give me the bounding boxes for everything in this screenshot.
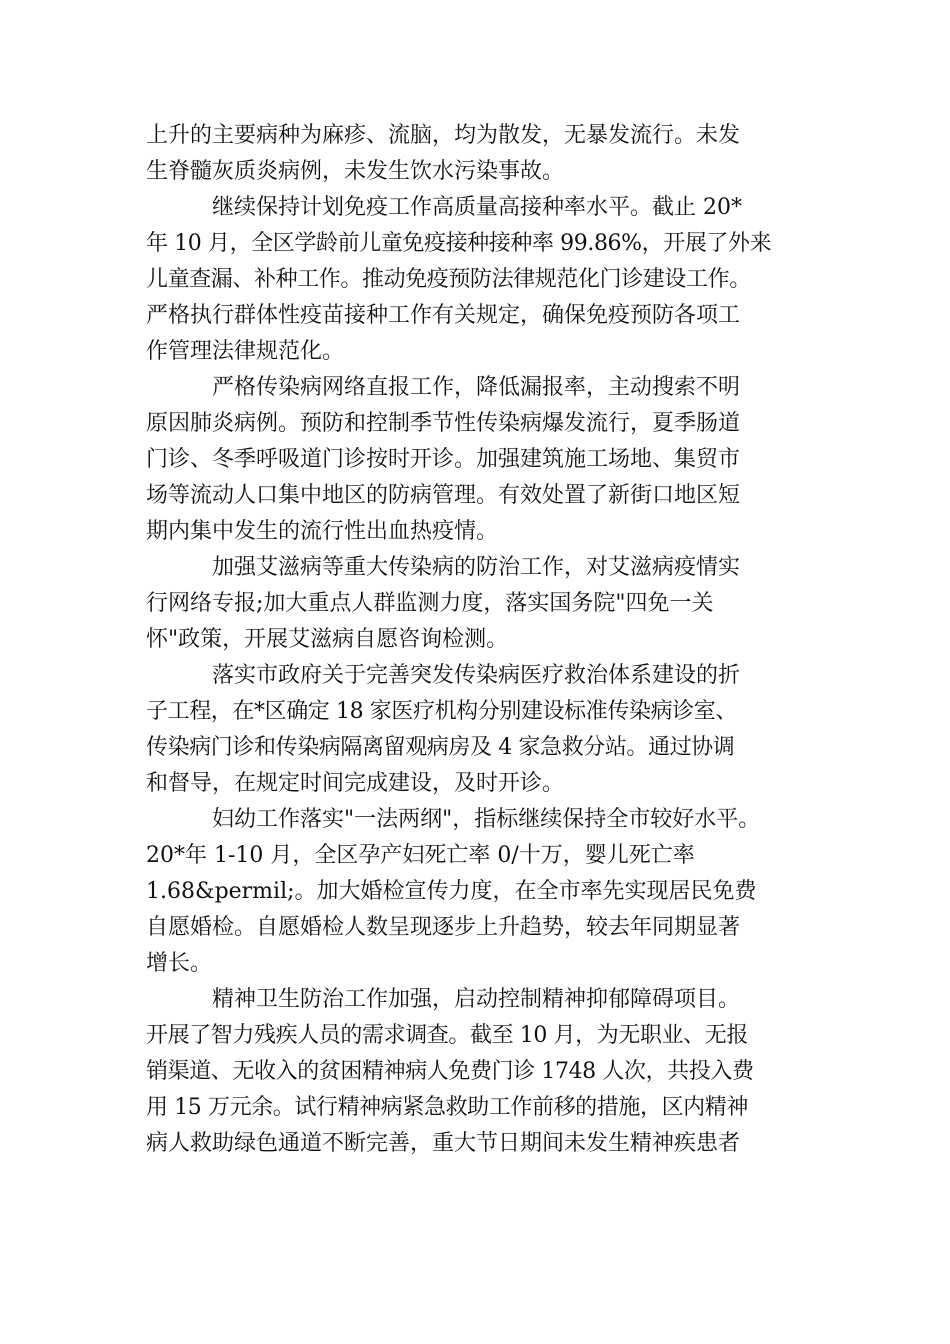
text-line: 怀"政策，开展艾滋病自愿咨询检测。 — [146, 627, 509, 652]
text-line: 期内集中发生的流行性出血热疫情。 — [146, 519, 499, 544]
text-line: 自愿婚检。自愿婚检人数呈现逐步上升趋势，较去年同期显著 — [146, 915, 741, 940]
text-line: 妇幼工作落实"一法两纲"，指标继续保持全市较好水平。 — [212, 807, 761, 832]
text-line: 行网络专报;加大重点人群监测力度，落实国务院"四免一关 — [146, 591, 714, 616]
document-page — [146, 118, 810, 1162]
paragraph-4 — [146, 550, 810, 658]
text-line: 上升的主要病种为麻疹、流脑，均为散发，无暴发流行。未发 — [146, 123, 741, 148]
text-line: 场等流动人口集中地区的防病管理。有效处置了新街口地区短 — [146, 483, 741, 508]
text-line: 增长。 — [146, 951, 213, 976]
text-line: 生脊髓灰质炎病例，未发生饮水污染事故。 — [146, 159, 565, 184]
paragraph-6 — [146, 802, 810, 982]
paragraph-3 — [146, 370, 810, 550]
text-line: 门诊、冬季呼吸道门诊按时开诊。加强建筑施工场地、集贸市 — [146, 447, 741, 472]
text-line: 销渠道、无收入的贫困精神病人免费门诊 1748 人次，共投入费 — [146, 1059, 754, 1084]
text-line: 原因肺炎病例。预防和控制季节性传染病爆发流行，夏季肠道 — [146, 411, 741, 436]
text-line: 开展了智力残疾人员的需求调查。截至 10 月，为无职业、无报 — [146, 1023, 748, 1048]
text-line: 用 15 万元余。试行精神病紧急救助工作前移的措施，区内精神 — [146, 1095, 748, 1120]
text-line: 病人救助绿色通道不断完善，重大节日期间未发生精神疾患者 — [146, 1131, 741, 1156]
text-line: 作管理法律规范化。 — [146, 339, 345, 364]
text-line: 严格传染病网络直报工作，降低漏报率，主动搜索不明 — [212, 375, 741, 400]
paragraph-5 — [146, 658, 810, 802]
text-line: 传染病门诊和传染病隔离留观病房及 4 家急救分站。通过协调 — [146, 735, 735, 760]
paragraph-1 — [146, 118, 810, 190]
text-line: 严格执行群体性疫苗接种工作有关规定，确保免疫预防各项工 — [146, 303, 741, 328]
text-line: 落实市政府关于完善突发传染病医疗救治体系建设的折 — [212, 663, 741, 688]
text-line: 儿童查漏、补种工作。推动免疫预防法律规范化门诊建设工作。 — [146, 267, 751, 292]
text-line: 继续保持计划免疫工作高质量高接种率水平。截止 20* — [212, 195, 742, 220]
text-line: 精神卫生防治工作加强，启动控制精神抑郁障碍项目。 — [212, 987, 741, 1012]
paragraph-2 — [146, 190, 810, 370]
text-line: 年 10 月，全区学龄前儿童免疫接种接种率 99.86%，开展了外来 — [146, 231, 772, 256]
text-line: 子工程，在*区确定 18 家医疗机构分别建设标准传染病诊室、 — [146, 699, 737, 724]
paragraph-7 — [146, 982, 810, 1162]
text-line: 1.68&permil;。加大婚检宣传力度，在全市率先实现居民免费 — [146, 879, 757, 904]
text-line: 加强艾滋病等重大传染病的防治工作，对艾滋病疫情实 — [212, 555, 741, 580]
text-line: 20*年 1-10 月，全区孕产妇死亡率 0/十万，婴儿死亡率 — [146, 843, 695, 868]
text-line: 和督导，在规定时间完成建设，及时开诊。 — [146, 771, 565, 796]
